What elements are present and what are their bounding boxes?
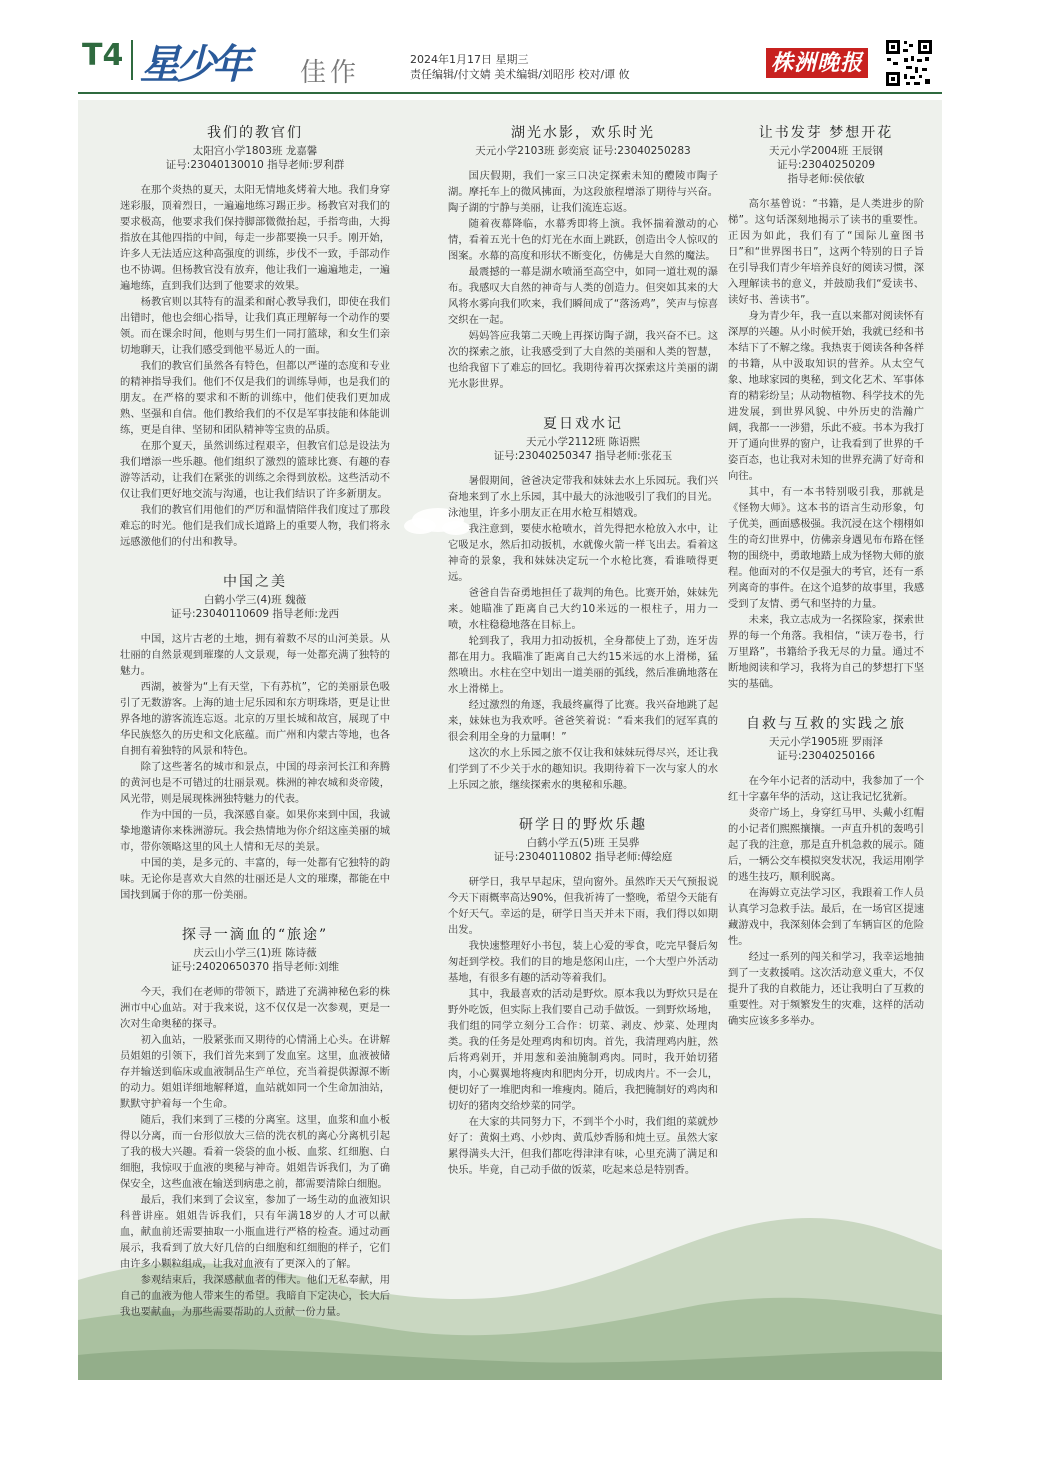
article-title: 研学日的野炊乐趣 <box>519 817 647 833</box>
qr-code-icon <box>884 38 934 88</box>
article-title: 中国之美 <box>223 574 287 590</box>
paragraph: 西湖，被誉为“上有天堂，下有苏杭”，它的美丽景色吸引了无数游客。上海的迪士尼乐园和东方明珠塔，更是让世界各地的游客流连忘返。北京的万里长城和故宫，展现了中华民族悠久的历史和文化底蕴。而广州和内蒙古等地，也各自拥有着独特的风景和特色。 <box>120 681 390 757</box>
paragraph: 在今年小记者的活动中，我参加了一个红十字嘉年华的活动，这让我记忆犹新。 <box>728 775 924 803</box>
issue-info <box>410 52 630 82</box>
paragraph: 我们的教官们虽然各有特色，但都以严谨的态度和专业的精神指导我们。他们不仅是我们的训练导师，也是我们的朋友。在严格的要求和不断的训练中，他们使我们更加成熟、坚强和自信。他们教给我们的不仅是军事技能和体能训练，更是自律、坚韧和团队精神等宝贵的品质。 <box>120 360 390 436</box>
paragraph: 我们的教官们用他们的严厉和温情陪伴我们度过了那段难忘的时光。他们是我们成长道路上的重要人物，我们将永远感激他们的付出和教导。 <box>120 504 390 548</box>
column-middle <box>448 125 718 1178</box>
paragraph: 妈妈答应我第二天晚上再探访陶子湖，我兴奋不已。这次的探索之旅，让我感受到了大自然的美丽和人类的智慧，也给我留下了难忘的回忆。我期待着再次探索这片美丽的湖光水影世界。 <box>448 330 718 390</box>
certificate-line: 证号:23040250166 <box>776 750 876 762</box>
teacher-line: 指导老师:侯依敏 <box>787 173 865 185</box>
article-title: 夏日戏水记 <box>543 416 623 432</box>
article-title: 湖光水影，欢乐时光 <box>511 125 655 141</box>
header-divider <box>131 40 133 80</box>
paragraph: 我快速整理好小书包，装上心爱的零食，吃完早餐后匆匆赶到学校。我们的目的地是悠闲山庄，一个大型户外活动基地，有很多有趣的活动等着我们。 <box>448 940 718 984</box>
paragraph: 在大家的共同努力下，不到半个小时，我们组的菜就炒好了：黄焖土鸡、小炒肉、黄瓜炒香肠和炖土豆。虽然大家累得满头大汗，但我们都吃得津津有味，心里充满了满足和快乐。毕竟，自己动手做的饭菜，吃起来总是特别香。 <box>448 1116 718 1176</box>
column-right <box>728 125 924 1029</box>
paragraph: 炎帝广场上，身穿红马甲、头戴小红帽的小记者们熙熙攘攘。一声直升机的轰鸣引起了我的注意，那是直升机急救的展示。随后，一辆公交车模拟突发状况，我运用刚学的逃生技巧，顺利脱离。 <box>728 807 924 883</box>
paragraph: 身为青少年，我一直以来都对阅读怀有深厚的兴趣。从小时候开始，我就已经和书本结下了不解之缘。我热衷于阅读各种各样的书籍，从中汲取知识的营养。从太空气象、地球家园的奥秘，到文化艺术、军事体育的精彩纷呈；从动物植物、科学技术的先进发展，到世界风貌、中外历史的浩瀚广阔，我都一一涉猎，乐此不疲。书本为我打开了通向世界的窗户，让我看到了世界的千姿百态，也让我对未知的世界充满了好奇和向往。 <box>728 310 924 482</box>
paragraph: 中国的美，是多元的、丰富的，每一处都有它独特的韵味。无论你是喜欢大自然的壮丽还是人文的璀璨，都能在中国找到属于你的那一份美丽。 <box>120 857 390 901</box>
paragraph: 暑假期间，爸爸决定带我和妹妹去水上乐园玩。我们兴奋地来到了水上乐园，其中最大的泳池吸引了我们的目光。泳池里，许多小朋友正在用水枪互相嬉戏。 <box>448 475 718 519</box>
paragraph: 最后，我们来到了会议室，参加了一场生动的血液知识科普讲座。姐姐告诉我们，只有年满18岁的人才可以献血，献血前还需要抽取一小瓶血进行严格的检查。通过动画展示，我看到了放大好几倍的白细胞和红细胞的样子，它们由许多小颗粒组成，让我对血液有了更深入的了解。 <box>120 1194 390 1270</box>
author-line: 白鹤小学五(5)班 王昊骅 <box>526 837 640 849</box>
certificate-line: 证号:23040110609 指导老师:龙西 <box>171 608 339 620</box>
paragraph: 今天，我们在老师的带领下，踏进了充满神秘色彩的株洲市中心血站。对于我来说，这不仅仅是一次参观，更是一次对生命奥秘的探寻。 <box>120 986 390 1030</box>
author-line: 天元小学2004班 王辰钢 <box>768 145 884 157</box>
paragraph: 我注意到，要使水枪喷水，首先得把水枪放入水中，让它吸足水，然后扣动扳机，水就像火箭一样飞出去。看着这神奇的景象，我和妹妹决定玩一个水枪比赛，看谁喷得更远。 <box>448 523 718 583</box>
newspaper-masthead: 株洲晚报 <box>766 48 868 78</box>
page-header <box>0 0 1039 100</box>
article-title: 自救与互救的实践之旅 <box>746 716 906 732</box>
certificate-line: 证号:23040110802 指导老师:傅绘庭 <box>493 851 673 863</box>
section-title: 佳作 <box>300 58 361 88</box>
paragraph: 参观结束后，我深感献血者的伟大。他们无私奉献，用自己的血液为他人带来生的希望。我暗自下定决心，长大后我也要献血，为那些需要帮助的人贡献一份力量。 <box>120 1274 390 1318</box>
paragraph: 研学日，我早早起床，望向窗外。虽然昨天天气预报说今天下雨概率高达90%，但我祈祷了一整晚，希望今天能有个好天气。幸运的是，研学日当天并未下雨，我们得以如期出发。 <box>448 876 719 936</box>
certificate-line: 证号:24020650370 指导老师:刘维 <box>171 961 339 973</box>
article-title: 让书发芽 梦想开花 <box>758 125 894 141</box>
paragraph: 除了这些著名的城市和景点，中国的母亲河长江和奔腾的黄河也是不可错过的壮丽景观。株洲的神农城和炎帝陵，风光带，则是展现株洲独特魅力的代表。 <box>120 761 390 805</box>
paragraph: 随后，我们来到了三楼的分离室。这里，血浆和血小板得以分离，而一台形似放大三倍的洗衣机的离心分离机引起了我的极大兴趣。看着一袋袋的血小板、血浆、红细胞、白细胞，我惊叹于血液的奥秘与神奇。姐姐告诉我们，为了确保安全，这些血液在输送到病患之前，都需要清除白细胞。 <box>120 1114 390 1190</box>
issue-date: 2024年1月17日 星期三 <box>410 53 529 66</box>
author-line: 天元小学2103班 彭奕宸 证号:23040250283 <box>475 145 691 157</box>
page-number: T4 <box>82 38 124 73</box>
author-line: 太阳宫小学1803班 龙嘉馨 <box>192 145 318 157</box>
editor-credits: 责任编辑/付文婧 美术编辑/刘昭彤 校对/谭 攸 <box>410 68 630 81</box>
paragraph: 国庆假期，我们一家三口决定探索未知的醴陵市陶子湖。摩托车上的微风拂面，为这段旅程增添了期待与兴奋。陶子湖的宁静与美丽，让我们流连忘返。 <box>448 170 718 214</box>
certificate-line: 证号:23040130010 指导老师:罗利群 <box>165 159 345 171</box>
paragraph: 在海姆立克法学习区，我跟着工作人员认真学习急救手法。最后，在一场官区提速藏游戏中，我深刻体会到了车辆盲区的危险性。 <box>728 887 924 947</box>
paragraph: 其中，我最喜欢的活动是野炊。原本我以为野炊只是在野外吃饭，但实际上我们要自己动手做饭。一到野炊场地，我们组的同学立刻分工合作：切菜、剥皮、炒菜、处理肉类。我的任务是处理鸡肉和切肉。首先，我清理鸡内脏，然后将鸡剁开，并用葱和姜油腌制鸡肉。同时，我开始切猪肉，小心翼翼地将瘦肉和肥肉分开，切成肉片。不一会儿，便切好了一堆肥肉和一堆瘦肉。随后，我把腌制好的鸡肉和切好的猪肉交给炒菜的同学。 <box>448 988 718 1112</box>
certificate-line: 证号:23040250209 <box>776 159 876 171</box>
paragraph: 在那个夏天，虽然训练过程艰辛，但教官们总是设法为我们增添一些乐趣。他们组织了激烈的篮球比赛、有趣的春游等活动，让我们在紧张的训练之余得到放松。这些活动不仅让我们更好地交流与沟通，也让我们结识了许多新朋友。 <box>120 440 390 500</box>
author-line: 白鹤小学三(4)班 魏薇 <box>203 594 307 606</box>
paragraph: 这次的水上乐园之旅不仅让我和妹妹玩得尽兴，还让我们学到了不少关于水的趣知识。我期待着下一次与家人的水上乐园之旅，继续探索水的奥秘和乐趣。 <box>448 747 718 791</box>
paragraph: 未来，我立志成为一名探险家，探索世界的每一个角落。我相信，“读万卷书，行万里路”，书籍给予我无尽的力量。通过不断地阅读和学习，我将为自己的梦想打下坚实的基础。 <box>728 614 924 690</box>
paragraph: 高尔基曾说：“书籍，是人类进步的阶梯”。这句话深刻地揭示了读书的重要性。正因为如此，我们有了“国际儿童图书日”和“世界图书日”，这两个特别的日子旨在引导我们青少年培养良好的阅读习惯，深入理解读书的意义，并鼓励我们“爱读书、读好书、善读书”。 <box>728 198 924 306</box>
paragraph: 初入血站，一股紧张而又期待的心情涌上心头。在讲解员姐姐的引领下，我们首先来到了发血室。这里，血液被储存并输送到临床或血液制品生产单位，充当着提供源源不断的动力。姐姐详细地解释道，血站就如同一个生命加油站，默默守护着每一个生命。 <box>120 1034 390 1110</box>
paragraph: 随着夜幕降临，水幕秀即将上演。我怀揣着激动的心情，看着五光十色的灯光在水面上跳跃，创造出令人惊叹的图案。水幕的高度和形状不断变化，仿佛是大自然的魔法。 <box>448 218 718 262</box>
header-rule <box>78 92 942 94</box>
column-left <box>120 125 390 1320</box>
paragraph: 中国，这片古老的土地，拥有着数不尽的山河美景。从壮丽的自然景观到璀璨的人文景观，每一处都充满了独特的魅力。 <box>120 633 390 677</box>
paragraph: 经过激烈的角逐，我最终赢得了比赛。我兴奋地跳了起来，妹妹也为我欢呼。爸爸笑着说：“看来我们的冠军真的很会利用全身的力量啊！” <box>448 699 718 743</box>
author-line: 天元小学1905班 罗雨泽 <box>768 736 884 748</box>
articles-panel <box>78 100 942 1380</box>
paragraph: 作为中国的一员，我深感自豪。如果你来到中国，我诚挚地邀请你来株洲游玩。我会热情地为你介绍这座美丽的城市，带你领略这里的风土人情和无尽的美景。 <box>120 809 390 853</box>
article-title: 我们的教官们 <box>207 125 303 141</box>
paragraph: 经过一系列的闯关和学习，我幸运地抽到了一支救援哨。这次活动意义重大，不仅提升了我的自救能力，还让我明白了互救的重要性。对于频繁发生的灾难，这样的活动确实应该多多举办。 <box>728 951 924 1027</box>
paragraph: 最震撼的一幕是湖水喷涌至高空中，如同一道壮观的瀑布。我感叹大自然的神奇与人类的创造力。但突如其来的大风将水雾向我们吹来，我们瞬间成了“落汤鸡”，笑声与惊喜交织在一起。 <box>448 266 718 326</box>
certificate-line: 证号:23040250347 指导老师:张花玉 <box>493 450 673 462</box>
paragraph: 爸爸自告奋勇地担任了裁判的角色。比赛开始，妹妹先来。她瞄准了距离自己大约10米远的一根柱子，用力一喷，水柱稳稳地落在目标上。 <box>448 587 718 631</box>
paragraph: 在那个炎热的夏天，太阳无情地炙烤着大地。我们身穿迷彩服，顶着烈日，一遍遍地练习踢正步。杨教官对我们的要求极高，他要求我们保持脚部微微抬起，手指弯曲，大拇指放在其他四指的中间，每走一步都要换一只手。刚开始，许多人无法适应这种高强度的训练，步伐不一致，手部动作也不协调。但杨教官没有放弃，他让我们一遍遍地走，一遍遍地练，直到我们达到了他要求的效果。 <box>120 184 390 292</box>
article-title: 探寻一滴血的“旅途” <box>181 927 329 943</box>
brand-logo: 星少年 <box>140 41 248 88</box>
paragraph: 杨教官则以其特有的温柔和耐心教导我们，即使在我们出错时，他也会细心指导，让我们真正理解每一个动作的要领。而在课余时间，他则与男生们一同打篮球，和女生们亲切地聊天，让我们感受到他平易近人的一面。 <box>120 296 390 356</box>
author-line: 庆云山小学三(1)班 陈诗薇 <box>193 947 317 959</box>
paragraph: 轮到我了，我用力扣动扳机，全身都使上了劲，连牙齿都在用力。我瞄准了距离自己大约15米远的水上滑梯，猛然喷出。水柱在空中划出一道美丽的弧线，然后准确地落在水上滑梯上。 <box>448 635 718 695</box>
paragraph: 其中，有一本书特别吸引我，那就是《怪物大师》。这本书的语言生动形象，句子优美，画面感极强。我沉浸在这个栩栩如生的奇幻世界中，仿佛亲身遇见布布路在怪物的围绕中，勇敢地踏上成为怪物大师的旅程。他面对的不仅是强大的考官，还有一系列离奇的事件。在这个追梦的故事里，我感受到了友情、勇气和坚持的力量。 <box>728 486 924 610</box>
author-line: 天元小学2112班 陈语熙 <box>525 436 641 448</box>
